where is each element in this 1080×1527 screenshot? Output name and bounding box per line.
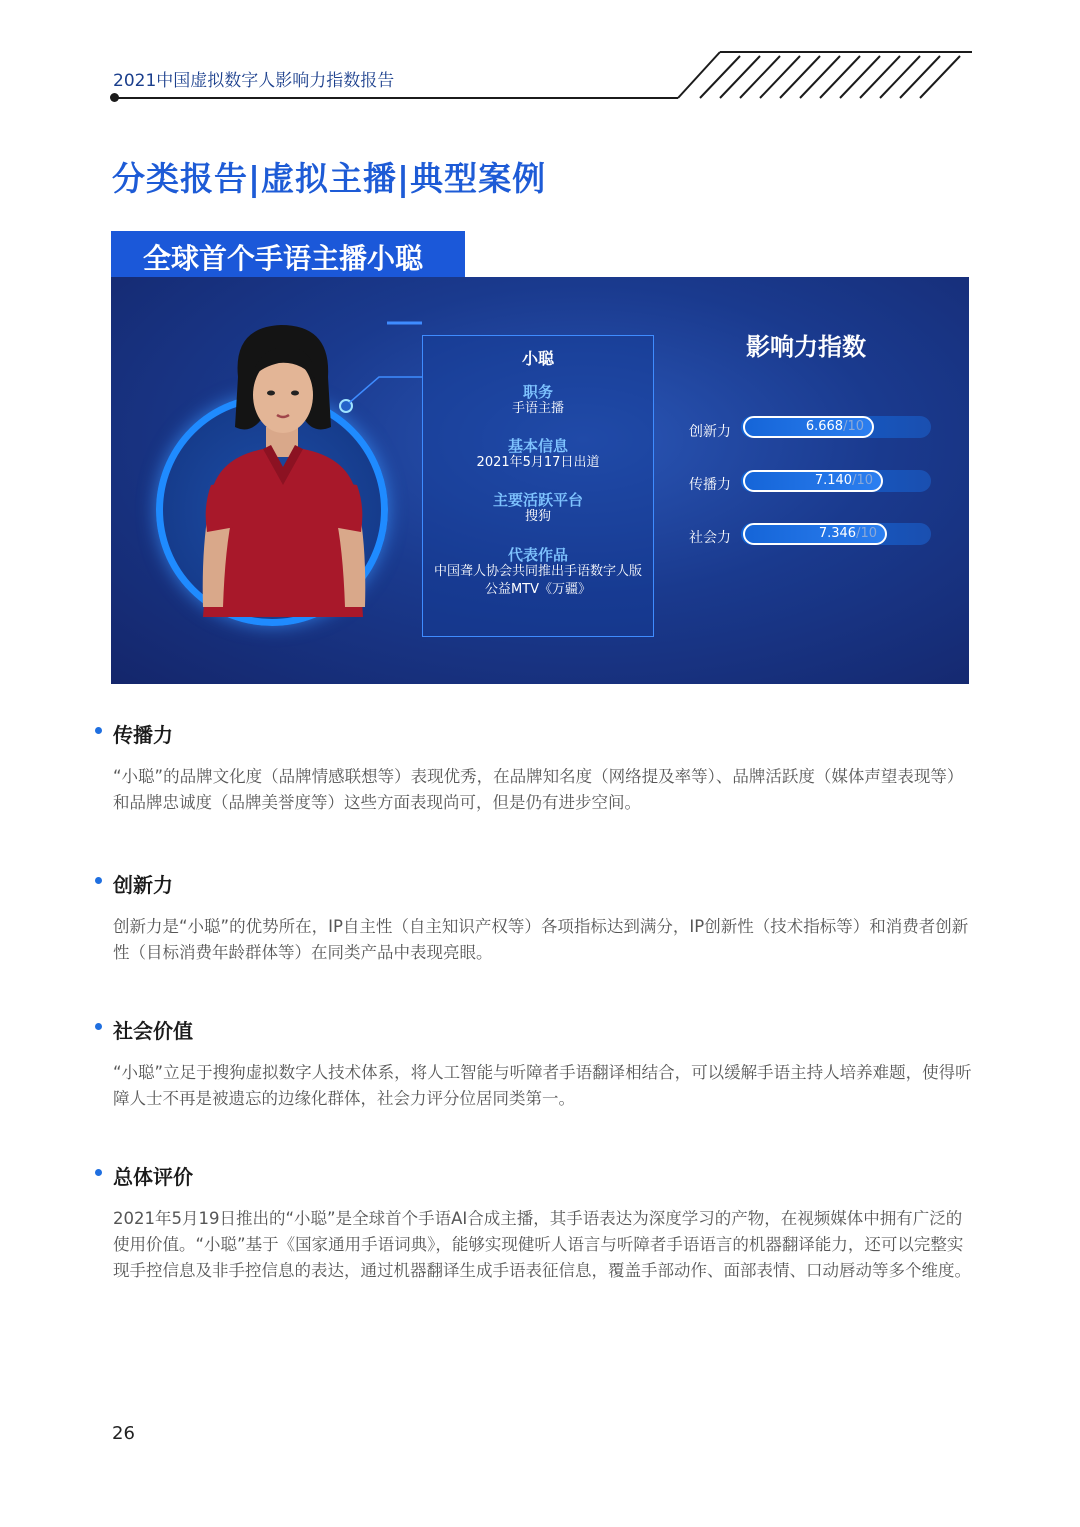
field-label-role: 职务 bbox=[522, 383, 553, 401]
metric-value-communication: 7.140 bbox=[814, 473, 853, 488]
header-stripes-decoration bbox=[676, 50, 976, 102]
section-heading-social-value: 社会价值 bbox=[113, 1019, 193, 1043]
metric-bar-social bbox=[743, 523, 887, 545]
section-heading-innovation: 创新力 bbox=[113, 873, 173, 897]
field-value-role: 手语主播 bbox=[511, 401, 564, 416]
bullet-dot bbox=[95, 727, 102, 734]
case-card-title: 全球首个手语主播小聪 bbox=[143, 242, 424, 275]
influence-index-title: 影响力指数 bbox=[746, 333, 866, 361]
metric-max-communication: /10 bbox=[852, 473, 873, 488]
field-label-basic-info: 基本信息 bbox=[507, 437, 568, 455]
header-rule bbox=[114, 97, 678, 99]
profile-name: 小聪 bbox=[521, 349, 554, 368]
section-heading-overall: 总体评价 bbox=[113, 1165, 193, 1189]
metric-value-social: 7.346 bbox=[818, 526, 857, 541]
metric-max-social: /10 bbox=[856, 526, 877, 541]
case-card bbox=[111, 277, 969, 684]
bullet-dot bbox=[95, 877, 102, 884]
section-heading-communication: 传播力 bbox=[113, 723, 173, 747]
metric-max-innovation: /10 bbox=[843, 419, 864, 434]
metric-label-communication: 传播力 bbox=[689, 477, 731, 493]
section-text-communication: “小聪”的品牌文化度（品牌情感联想等）表现优秀，在品牌知名度（网络提及率等）、品牌活跃度（媒体声望表现等）和品牌忠诚度（品牌美誉度等）这些方面表现尚可，但是仍有进步空间。 bbox=[113, 767, 964, 812]
connector-line bbox=[347, 319, 427, 409]
metric-value-innovation: 6.668 bbox=[805, 419, 844, 434]
metric-bar-innovation bbox=[743, 416, 874, 438]
section-text-social-value: “小聪”立足于搜狗虚拟数字人技术体系，将人工智能与听障者手语翻译相结合，可以缓解手语主持人培养难题，使得听障人士不再是被遗忘的边缘化群体，社会力评分位居同类第一。 bbox=[113, 1063, 972, 1108]
metric-bar-communication bbox=[743, 470, 883, 492]
bullet-dot bbox=[95, 1023, 102, 1030]
field-value-works: 中国聋人协会共同推出手语数字人版公益MTV《万疆》 bbox=[433, 564, 642, 597]
field-value-basic-info: 2021年5月17日出道 bbox=[476, 455, 600, 470]
section-text-overall: 2021年5月19日推出的“小聪”是全球首个手语AI合成主播，其手语表达为深度学习的产物，在视频媒体中拥有广泛的使用价值。“小聪”基于《国家通用手语词典》，能够实现健听人语言与听障者手语语言的机器翻译能力，还可以完整实现手控信息及非手控信息的表达，通过机器翻译生成手语表征信息，覆盖手部动作、面部表情、口动唇动等多个维度。 bbox=[113, 1209, 971, 1280]
case-card-tab bbox=[111, 231, 465, 277]
report-header-title: 2021中国虚拟数字人影响力指数报告 bbox=[113, 71, 395, 91]
metric-label-innovation: 创新力 bbox=[689, 424, 731, 440]
bullet-dot bbox=[95, 1169, 102, 1176]
field-label-works: 代表作品 bbox=[507, 546, 568, 564]
metric-label-social: 社会力 bbox=[689, 530, 731, 546]
field-label-platform: 主要活跃平台 bbox=[492, 491, 583, 509]
section-text-innovation: 创新力是“小聪”的优势所在，IP自主性（自主知识产权等）各项指标达到满分，IP创新性（技术指标等）和消费者创新性（目标消费年龄群体等）在同类产品中表现亮眼。 bbox=[113, 917, 969, 962]
page-number: 26 bbox=[112, 1423, 135, 1444]
field-value-platform: 搜狗 bbox=[524, 509, 551, 524]
profile-info-box bbox=[422, 335, 654, 637]
page-section-title: 分类报告|虚拟主播|典型案例 bbox=[112, 159, 547, 198]
